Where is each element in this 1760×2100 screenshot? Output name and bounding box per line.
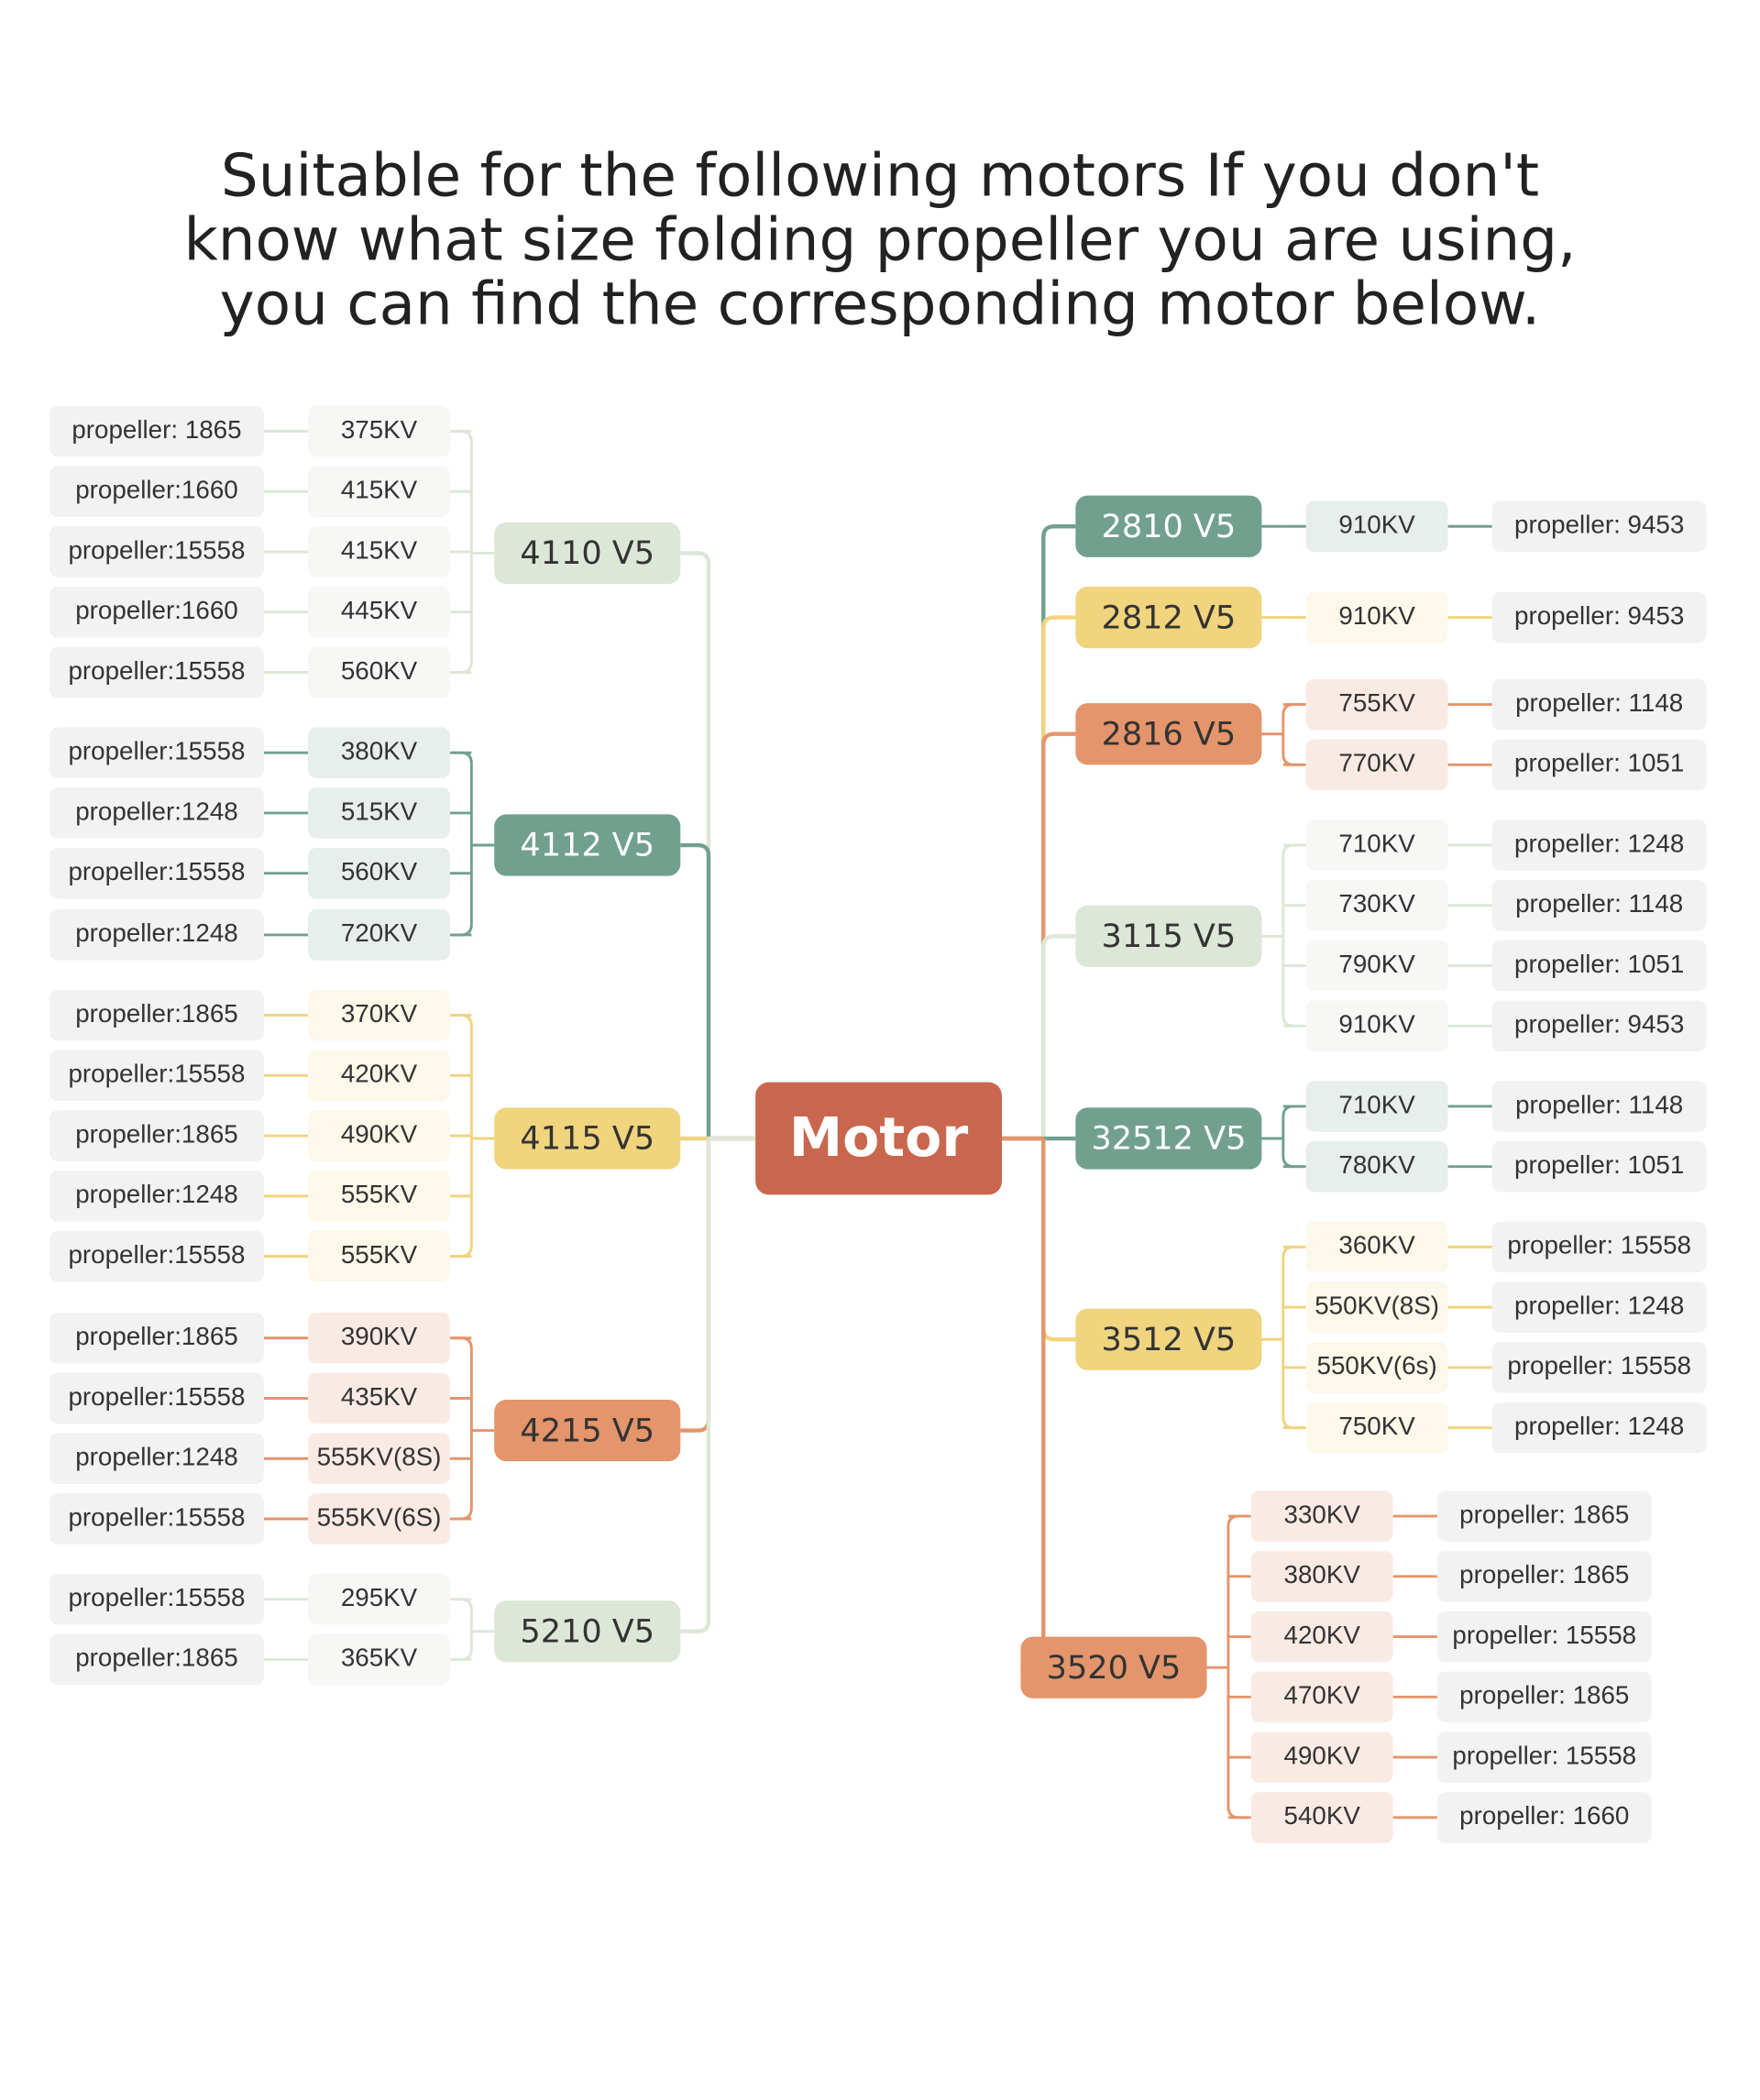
- propeller-node: propeller:1248: [50, 787, 264, 839]
- connector-curve: [680, 845, 709, 1138]
- propeller-node: propeller: 9453: [1492, 592, 1707, 643]
- kv-node: 415KV: [308, 526, 450, 577]
- propeller-node: propeller: 1148: [1492, 679, 1707, 731]
- propeller-node: propeller: 1248: [1492, 819, 1707, 871]
- propeller-node: propeller:15558: [50, 1373, 264, 1424]
- propeller-node: propeller: 1051: [1492, 740, 1707, 791]
- kv-node: 710KV: [1306, 819, 1448, 871]
- propeller-node: propeller:15558: [50, 1050, 264, 1102]
- connector-curve: [1283, 1247, 1304, 1427]
- propeller-node: propeller:15558: [50, 848, 264, 899]
- kv-node: 720KV: [308, 909, 450, 961]
- propeller-node: propeller:15558: [50, 727, 264, 778]
- propeller-node: propeller: 1148: [1492, 880, 1707, 931]
- propeller-node: propeller: 15558: [1437, 1732, 1652, 1783]
- propeller-node: propeller:1865: [50, 1313, 264, 1364]
- connector-curve: [1020, 1138, 1054, 1667]
- kv-node: 330KV: [1251, 1490, 1393, 1542]
- propeller-node: propeller:15558: [50, 1231, 264, 1282]
- propeller-node: propeller:15558: [50, 526, 264, 577]
- model-node: 3520 V5: [1020, 1637, 1206, 1699]
- propeller-node: propeller: 1865: [1437, 1490, 1652, 1542]
- propeller-node: propeller: 1051: [1492, 1141, 1707, 1193]
- connector-curve: [1283, 1106, 1304, 1167]
- kv-node: 555KV: [308, 1171, 450, 1222]
- kv-node: 540KV: [1251, 1792, 1393, 1843]
- model-node: 4115 V5: [494, 1107, 680, 1169]
- propeller-node: propeller:15558: [50, 1574, 264, 1625]
- kv-node: 550KV(8S): [1306, 1281, 1448, 1333]
- propeller-node: propeller:1865: [50, 1634, 264, 1686]
- propeller-node: propeller:1248: [50, 1171, 264, 1222]
- kv-node: 445KV: [308, 587, 450, 638]
- model-node: 4215 V5: [494, 1400, 680, 1461]
- propeller-node: propeller:1660: [50, 587, 264, 638]
- kv-node: 435KV: [308, 1373, 450, 1424]
- propeller-node: propeller: 1148: [1492, 1081, 1707, 1132]
- root-node-motor: Motor: [755, 1083, 1002, 1195]
- model-node: 2812 V5: [1075, 587, 1261, 648]
- propeller-node: propeller:1865: [50, 990, 264, 1041]
- propeller-node: propeller: 1865: [1437, 1672, 1652, 1723]
- propeller-node: propeller:1248: [50, 909, 264, 961]
- connector-curve: [680, 1138, 709, 1431]
- kv-node: 380KV: [308, 727, 450, 778]
- connector-curve: [453, 1600, 471, 1660]
- kv-node: 910KV: [1306, 500, 1448, 552]
- model-node: 3512 V5: [1075, 1309, 1261, 1370]
- kv-node: 380KV: [1251, 1551, 1393, 1602]
- kv-node: 555KV(6S): [308, 1493, 450, 1545]
- kv-node: 420KV: [308, 1050, 450, 1102]
- propeller-node: propeller: 15558: [1492, 1222, 1707, 1273]
- kv-node: 360KV: [1306, 1222, 1448, 1273]
- kv-node: 370KV: [308, 990, 450, 1041]
- propeller-node: propeller: 1865: [50, 406, 264, 457]
- kv-node: 555KV(8S): [308, 1433, 450, 1484]
- kv-node: 910KV: [1306, 592, 1448, 643]
- kv-node: 550KV(6s): [1306, 1342, 1448, 1393]
- connector-curve: [453, 753, 471, 935]
- model-node: 2810 V5: [1075, 496, 1261, 557]
- kv-node: 490KV: [308, 1110, 450, 1161]
- propeller-node: propeller: 9453: [1492, 500, 1707, 552]
- model-node: 4112 V5: [494, 814, 680, 875]
- model-node: 5210 V5: [494, 1600, 680, 1662]
- kv-node: 560KV: [308, 848, 450, 899]
- connector-curve: [680, 1138, 709, 1632]
- kv-node: 365KV: [308, 1634, 450, 1686]
- connector-curve: [453, 1338, 471, 1519]
- connector-curve: [1283, 705, 1304, 765]
- propeller-node: propeller:1660: [50, 466, 264, 517]
- kv-node: 415KV: [308, 466, 450, 517]
- kv-node: 375KV: [308, 406, 450, 457]
- kv-node: 910KV: [1306, 1001, 1448, 1052]
- propeller-node: propeller: 1248: [1492, 1281, 1707, 1333]
- kv-node: 730KV: [1306, 880, 1448, 931]
- title-line: Suitable for the following motors If you don't: [220, 141, 1540, 211]
- connector-curve: [1043, 936, 1075, 1138]
- kv-node: 770KV: [1306, 740, 1448, 791]
- connector-curve: [1043, 618, 1075, 1138]
- kv-node: 750KV: [1306, 1402, 1448, 1454]
- kv-node: 515KV: [308, 787, 450, 839]
- kv-node: 420KV: [1251, 1611, 1393, 1663]
- connector-curve: [1043, 1138, 1075, 1339]
- propeller-node: propeller: 1248: [1492, 1402, 1707, 1454]
- propeller-node: propeller: 1660: [1437, 1792, 1652, 1843]
- propeller-node: propeller: 9453: [1492, 1001, 1707, 1052]
- propeller-node: propeller: 1051: [1492, 940, 1707, 992]
- kv-node: 780KV: [1306, 1141, 1448, 1193]
- model-node: 4110 V5: [494, 522, 680, 584]
- connector-curve: [1283, 845, 1304, 1026]
- kv-node: 490KV: [1251, 1732, 1393, 1783]
- kv-node: 560KV: [308, 647, 450, 698]
- model-node: 32512 V5: [1075, 1107, 1261, 1169]
- model-node: 2816 V5: [1075, 703, 1261, 764]
- kv-node: 390KV: [308, 1313, 450, 1364]
- propeller-node: propeller: 15558: [1437, 1611, 1652, 1663]
- kv-node: 710KV: [1306, 1081, 1448, 1132]
- connector-curve: [1228, 1516, 1248, 1818]
- propeller-node: propeller: 1865: [1437, 1551, 1652, 1602]
- kv-node: 555KV: [308, 1231, 450, 1282]
- kv-node: 295KV: [308, 1574, 450, 1625]
- propeller-node: propeller:15558: [50, 647, 264, 698]
- propeller-node: propeller:15558: [50, 1493, 264, 1545]
- kv-node: 755KV: [1306, 679, 1448, 731]
- propeller-node: propeller: 15558: [1492, 1342, 1707, 1393]
- model-node: 3115 V5: [1075, 906, 1261, 967]
- title-line: you can find the corresponding motor below.: [219, 270, 1541, 339]
- kv-node: 470KV: [1251, 1672, 1393, 1723]
- propeller-node: propeller:1865: [50, 1110, 264, 1161]
- kv-node: 790KV: [1306, 940, 1448, 992]
- title-line: know what size folding propeller you are using,: [183, 206, 1577, 275]
- propeller-node: propeller:1248: [50, 1433, 264, 1484]
